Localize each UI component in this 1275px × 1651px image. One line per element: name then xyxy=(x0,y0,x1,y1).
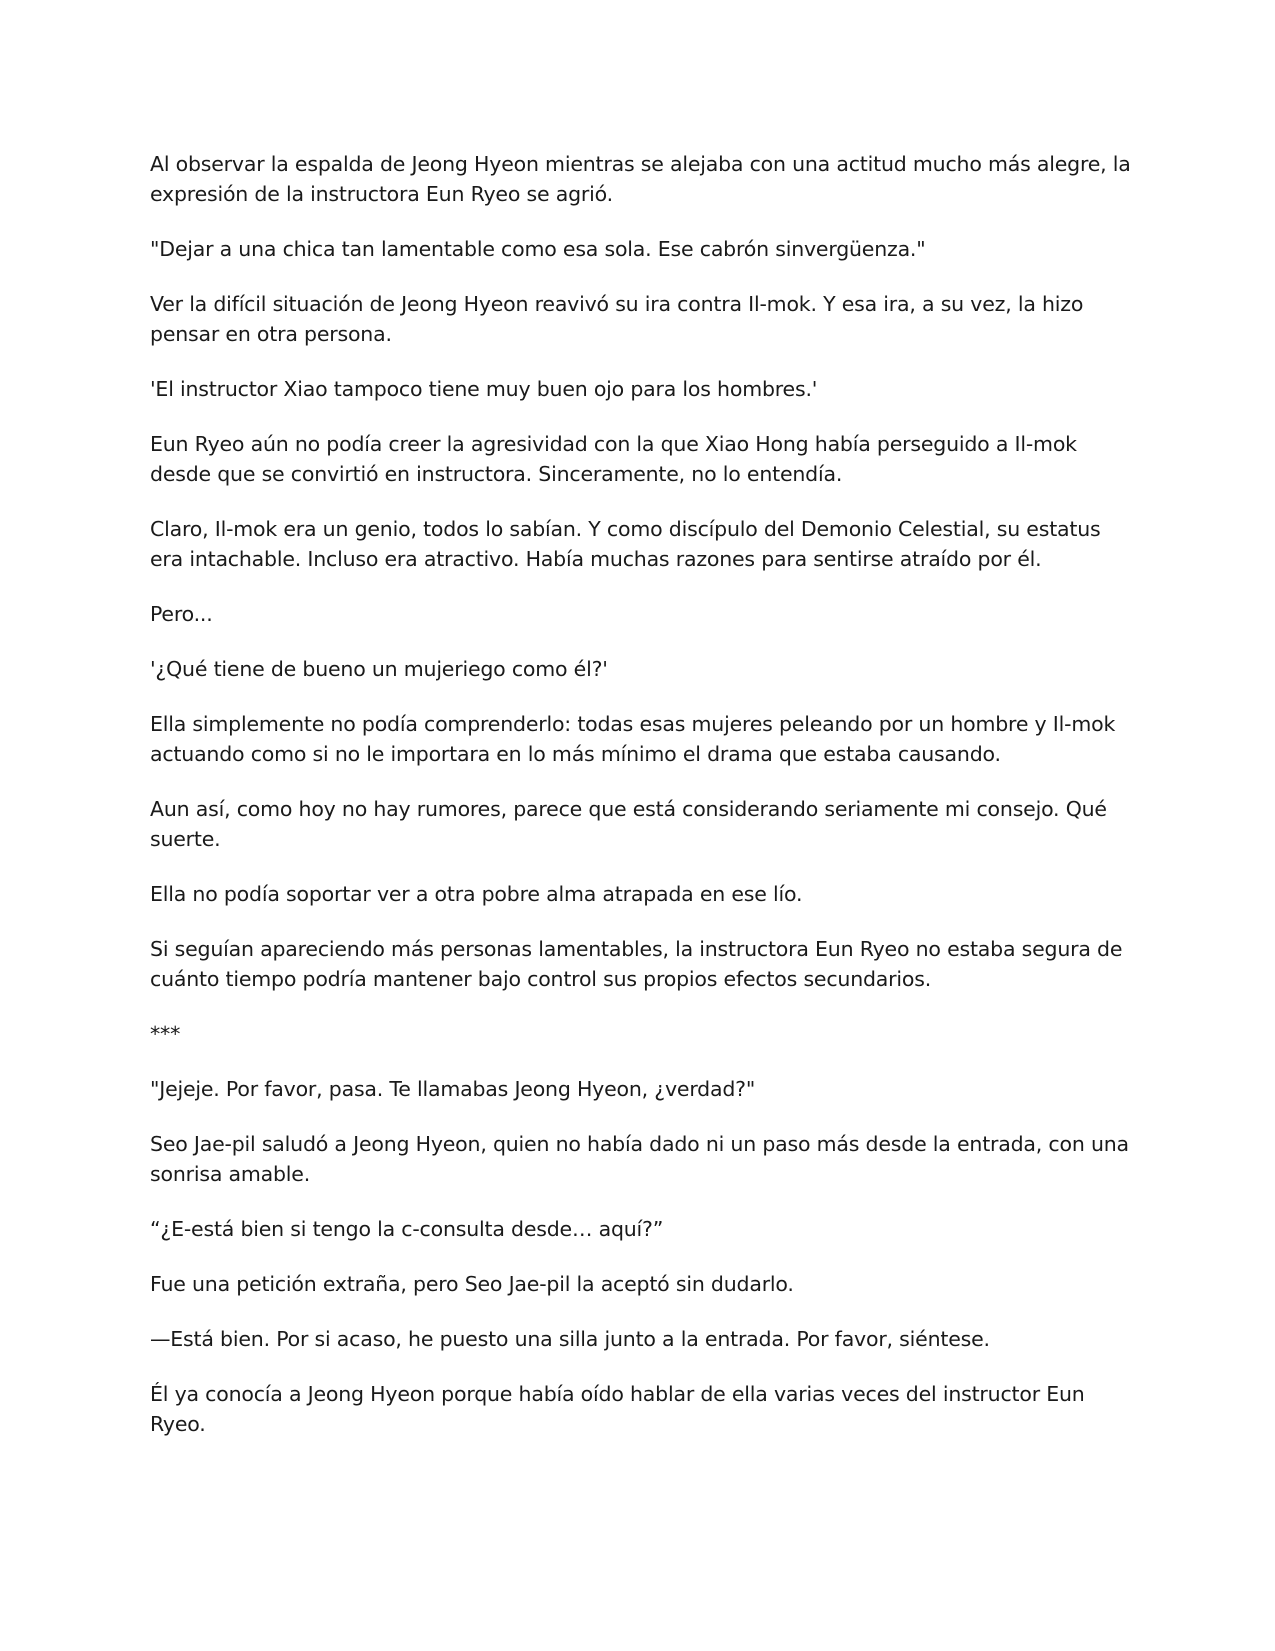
paragraph: Si seguían apareciendo más personas lamentables, la instructora Eun Ryeo no estaba segura de cuánto tiempo podría mantener bajo control sus propios efectos secundarios. xyxy=(150,937,1123,991)
paragraph: "Jejeje. Por favor, pasa. Te llamabas Jeong Hyeon, ¿verdad?" xyxy=(150,1077,756,1101)
paragraph: Ella simplemente no podía comprenderlo: todas esas mujeres peleando por un hombre y Il-mok actuando como si no le importara en lo más mínimo el drama que estaba causando. xyxy=(150,712,1116,766)
paragraph: "Dejar a una chica tan lamentable como esa sola. Ese cabrón sinvergüenza." xyxy=(150,237,926,261)
paragraph: Claro, Il-mok era un genio, todos lo sabían. Y como discípulo del Demonio Celestial, su estatus era intachable. Incluso era atractivo. Había muchas razones para sentirse atraído por él. xyxy=(150,517,1101,571)
document-body xyxy=(150,149,1135,1464)
paragraph: 'El instructor Xiao tampoco tiene muy buen ojo para los hombres.' xyxy=(150,377,818,401)
paragraph: Ella no podía soportar ver a otra pobre alma atrapada en ese lío. xyxy=(150,882,803,906)
paragraph: —Está bien. Por si acaso, he puesto una silla junto a la entrada. Por favor, siéntese. xyxy=(150,1327,990,1351)
paragraph: Al observar la espalda de Jeong Hyeon mientras se alejaba con una actitud mucho más alegre, la expresión de la instructora Eun Ryeo se agrió. xyxy=(150,152,1131,206)
paragraph: Seo Jae-pil saludó a Jeong Hyeon, quien no había dado ni un paso más desde la entrada, con una sonrisa amable. xyxy=(150,1132,1129,1186)
paragraph: “¿E-está bien si tengo la c-consulta desde… aquí?” xyxy=(150,1217,664,1241)
paragraph: Él ya conocía a Jeong Hyeon porque había oído hablar de ella varias veces del instructor Eun Ryeo. xyxy=(150,1382,1085,1436)
paragraph: Aun así, como hoy no hay rumores, parece que está considerando seriamente mi consejo. Qué suerte. xyxy=(150,797,1107,851)
paragraph: Fue una petición extraña, pero Seo Jae-pil la aceptó sin dudarlo. xyxy=(150,1272,794,1296)
scene-break: *** xyxy=(150,1022,181,1046)
paragraph: Eun Ryeo aún no podía creer la agresividad con la que Xiao Hong había perseguido a Il-mok desde que se convirtió en instructora. Sinceramente, no lo entendía. xyxy=(150,432,1077,486)
paragraph: '¿Qué tiene de bueno un mujeriego como él?' xyxy=(150,657,608,681)
paragraph: Ver la difícil situación de Jeong Hyeon reavivó su ira contra Il-mok. Y esa ira, a su vez, la hizo pensar en otra persona. xyxy=(150,292,1084,346)
paragraph: Pero... xyxy=(150,602,213,626)
